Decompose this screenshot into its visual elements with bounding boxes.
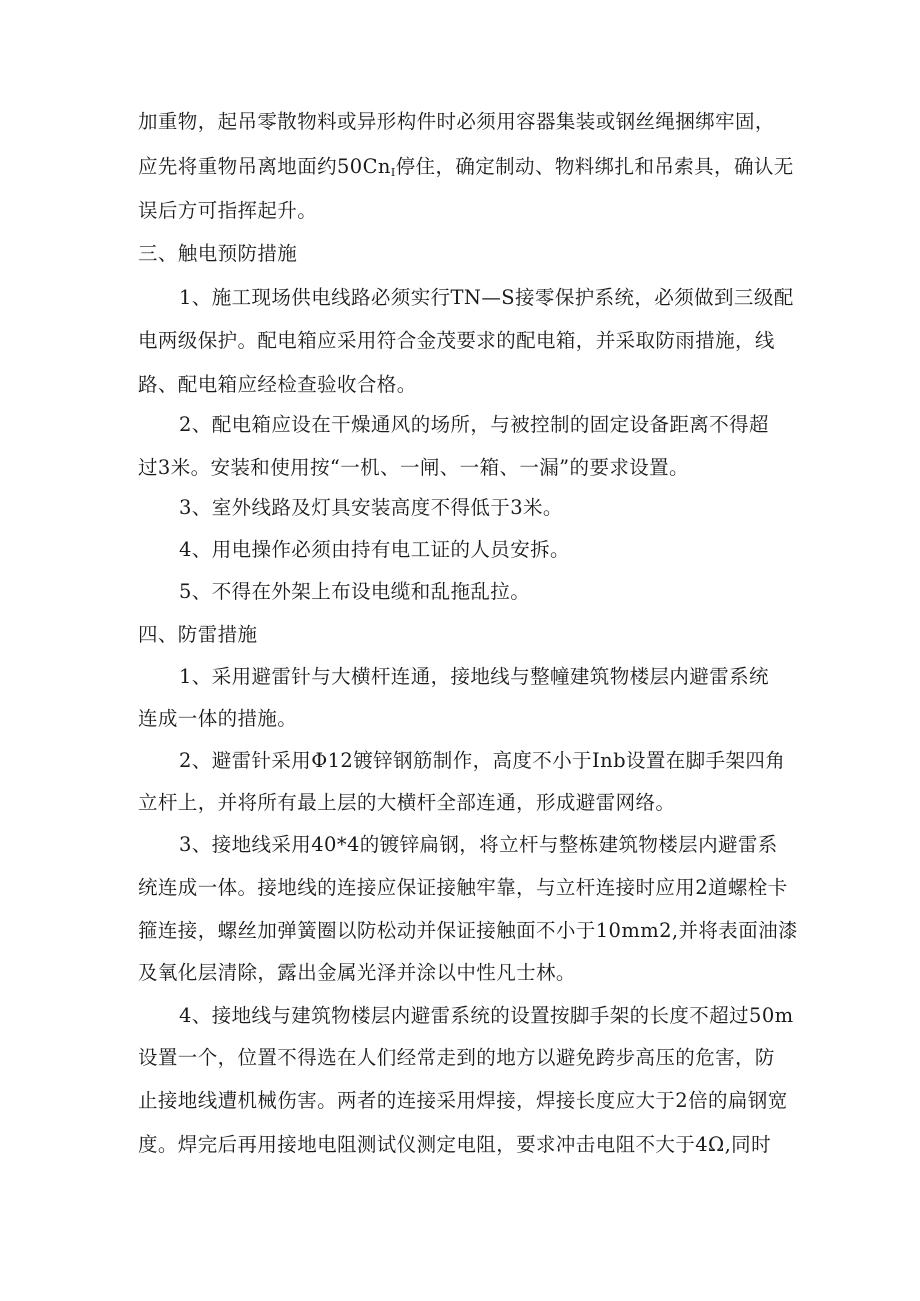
text-line: 5、不得在外架上布设电缆和乱拖乱拉。 [179, 580, 531, 603]
text-line: 过3米。安装和使用按“一机、一闸、一箱、一漏”的要求设置。 [138, 456, 689, 479]
text-line: 4、接地线与建筑物楼层内避雷系统的设置按脚手架的长度不超过50m [179, 1004, 794, 1027]
text-line: 3、接地线采用40*4的镀锌扁钢，将立杆与整栋建筑物楼层内避雷系 [179, 833, 778, 856]
text-line: 1、采用避雷针与大横杆连通，接地线与整幢建筑物楼层内避雷系统 [179, 665, 769, 688]
text-line: 4、用电操作必须由持有电工证的人员安拆。 [179, 538, 570, 561]
text-line: 设置一个，位置不得选在人们经常走到的地方以避免跨步高压的危害，防 [138, 1046, 775, 1069]
text-line: 立杆上，并将所有最上层的大横杆全部连通，形成避雷网络。 [138, 791, 676, 814]
text-fragment: 应先将重物吊离地面约50Cn [138, 155, 391, 178]
text-line: 连成一体的措施。 [138, 707, 298, 730]
text-line: 2、避雷针采用Φ12镀锌钢筋制作，高度不小于Inb设置在脚手架四角 [179, 749, 786, 772]
text-line: 2、配电箱应设在干燥通风的场所，与被控制的固定设备距离不得超 [179, 413, 769, 436]
text-line: 度。焊完后再用接地电阻测试仪测定电阻，要求冲击电阻不大于4Ω,同时 [138, 1133, 771, 1156]
section-heading: 四、防雷措施 [138, 623, 258, 646]
subscript-mark: I [390, 166, 396, 179]
text-line: 加重物，起吊零散物料或异形构件时必须用容器集装或钢丝绳捆绑牢固， [138, 110, 775, 133]
text-line: 误后方可指挥起升。 [138, 199, 318, 222]
text-line: 路、配电箱应经检查验收合格。 [138, 373, 417, 396]
text-line: 止接地线遭机械伤害。两者的连接采用焊接，焊接长度应大于2倍的扁钢宽 [138, 1089, 788, 1112]
text-line: 箍连接，螺丝加弹簧圈以防松动并保证接触面不小于10mm2,并将表面油漆 [138, 919, 798, 942]
text-line: 及氧化层清除，露出金属光泽并涂以中性凡士林。 [138, 961, 576, 984]
text-line: 1、施工现场供电线路必须实行TN—S接零保护系统，必须做到三级配 [179, 286, 794, 309]
text-line: 电两级保护。配电箱应采用符合金茂要求的配电箱，并采取防雨措施，线 [138, 329, 775, 352]
text-fragment: 停住，确定制动、物料绑扎和吊索具，确认无 [395, 155, 794, 178]
text-line: 3、室外线路及灯具安装高度不得低于3米。 [179, 496, 563, 519]
text-line: 统连成一体。接地线的连接应保证接触牢靠，与立杆连接时应用2道螺栓卡 [138, 876, 788, 899]
text-line [138, 155, 794, 185]
section-heading: 三、触电预防措施 [138, 242, 298, 265]
